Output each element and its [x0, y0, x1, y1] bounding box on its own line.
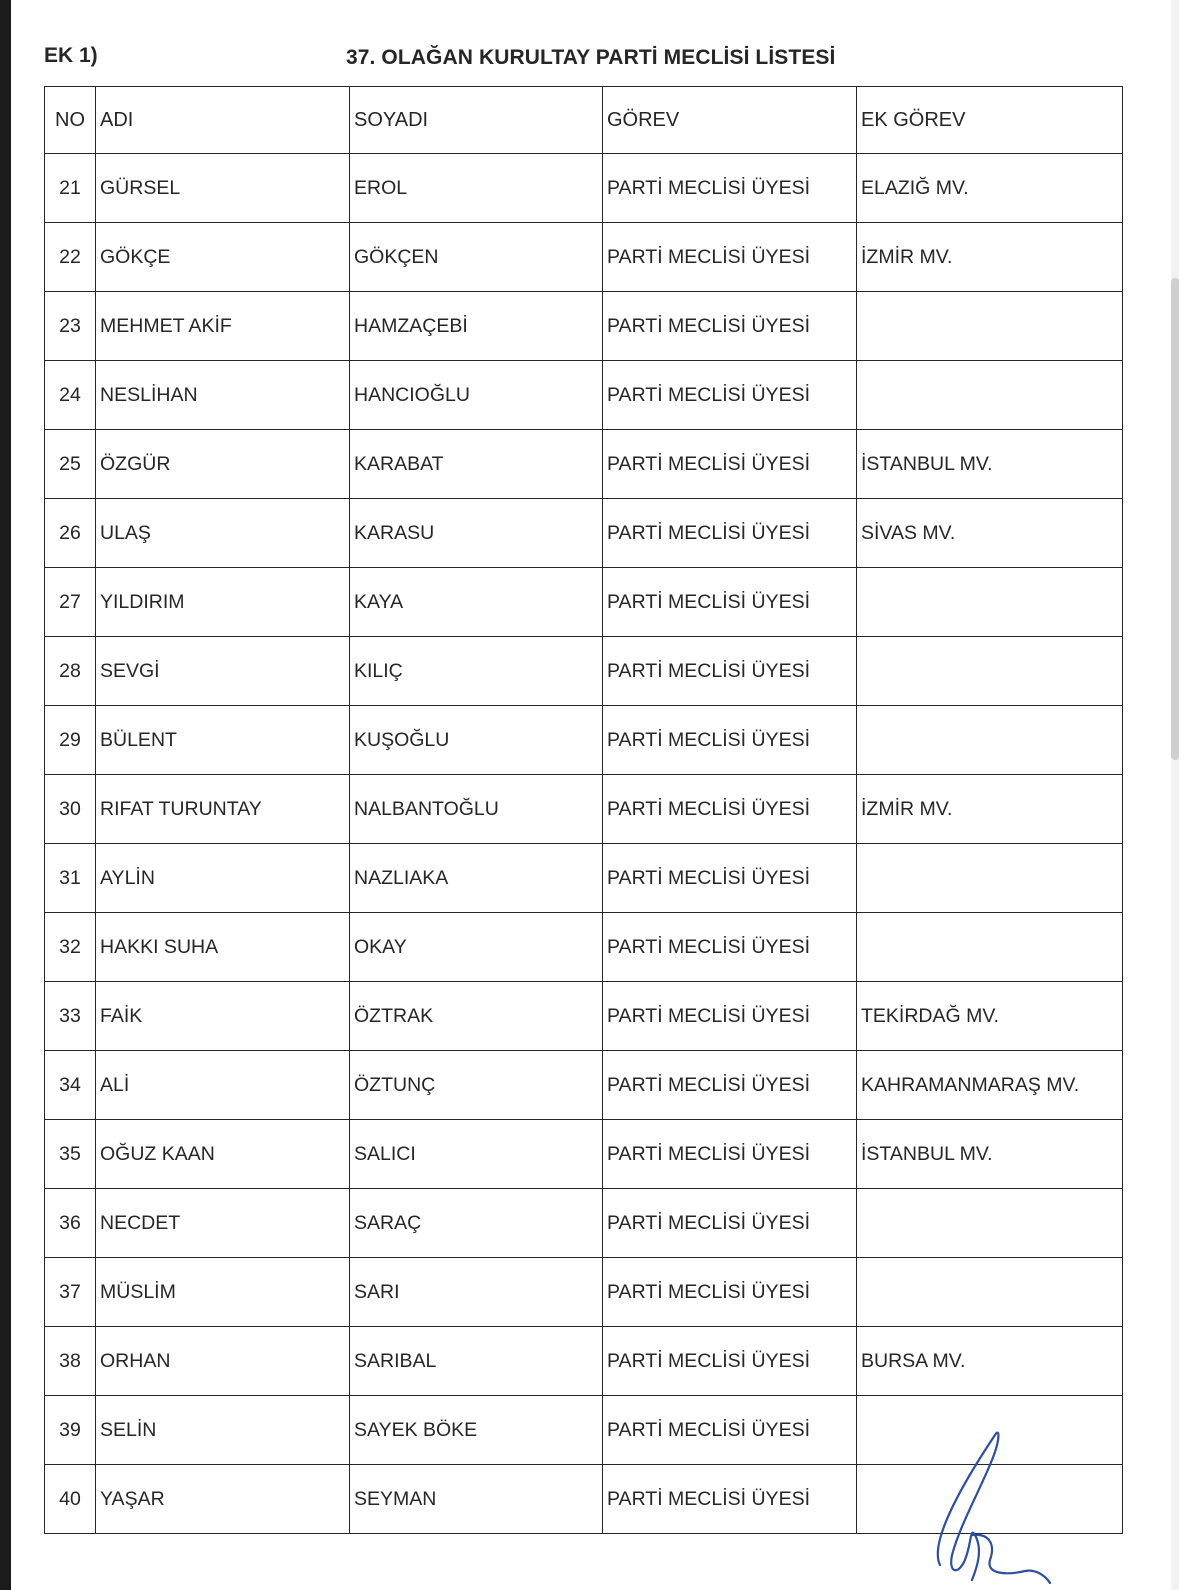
cell-gorev: PARTİ MECLİSİ ÜYESİ: [603, 223, 857, 292]
cell-gorev: PARTİ MECLİSİ ÜYESİ: [603, 499, 857, 568]
table-row: [45, 499, 1123, 568]
header-no: NO: [45, 87, 96, 154]
cell-adi: ALİ: [96, 1051, 350, 1120]
cell-soyadi: SEYMAN: [350, 1465, 603, 1534]
cell-adi: SELİN: [96, 1396, 350, 1465]
cell-ek-gorev: [857, 1258, 1123, 1327]
table-row: [45, 913, 1123, 982]
cell-adi: MÜSLİM: [96, 1258, 350, 1327]
cell-soyadi: NALBANTOĞLU: [350, 775, 603, 844]
cell-gorev: PARTİ MECLİSİ ÜYESİ: [603, 844, 857, 913]
cell-ek-gorev: [857, 1465, 1123, 1534]
table-row: [45, 1465, 1123, 1534]
cell-ek-gorev: [857, 1189, 1123, 1258]
cell-gorev: PARTİ MECLİSİ ÜYESİ: [603, 706, 857, 775]
cell-adi: NESLİHAN: [96, 361, 350, 430]
cell-no: 35: [45, 1120, 96, 1189]
cell-no: 29: [45, 706, 96, 775]
cell-ek-gorev: [857, 913, 1123, 982]
cell-gorev: PARTİ MECLİSİ ÜYESİ: [603, 154, 857, 223]
table-row: [45, 1327, 1123, 1396]
cell-no: 34: [45, 1051, 96, 1120]
header-soyadi: SOYADI: [350, 87, 603, 154]
cell-gorev: PARTİ MECLİSİ ÜYESİ: [603, 430, 857, 499]
cell-ek-gorev: KAHRAMANMARAŞ MV.: [857, 1051, 1123, 1120]
cell-adi: YILDIRIM: [96, 568, 350, 637]
table-row: [45, 1120, 1123, 1189]
table-row: [45, 1396, 1123, 1465]
cell-ek-gorev: İSTANBUL MV.: [857, 1120, 1123, 1189]
scrollbar-track[interactable]: [1171, 0, 1179, 1590]
table-row: [45, 568, 1123, 637]
cell-soyadi: HAMZAÇEBİ: [350, 292, 603, 361]
cell-ek-gorev: [857, 292, 1123, 361]
cell-soyadi: SARI: [350, 1258, 603, 1327]
table-row: [45, 1051, 1123, 1120]
cell-no: 37: [45, 1258, 96, 1327]
table-row: [45, 292, 1123, 361]
header-gorev: GÖREV: [603, 87, 857, 154]
cell-soyadi: KUŞOĞLU: [350, 706, 603, 775]
cell-no: 21: [45, 154, 96, 223]
cell-soyadi: EROL: [350, 154, 603, 223]
table-row: [45, 982, 1123, 1051]
header-ek-gorev: EK GÖREV: [857, 87, 1123, 154]
cell-no: 33: [45, 982, 96, 1051]
cell-no: 39: [45, 1396, 96, 1465]
cell-soyadi: KARASU: [350, 499, 603, 568]
cell-ek-gorev: [857, 1396, 1123, 1465]
cell-gorev: PARTİ MECLİSİ ÜYESİ: [603, 637, 857, 706]
page-edge: [0, 0, 11, 1590]
cell-no: 25: [45, 430, 96, 499]
cell-adi: NECDET: [96, 1189, 350, 1258]
cell-gorev: PARTİ MECLİSİ ÜYESİ: [603, 1465, 857, 1534]
party-council-table: [44, 86, 1123, 1534]
cell-ek-gorev: İSTANBUL MV.: [857, 430, 1123, 499]
cell-no: 24: [45, 361, 96, 430]
cell-adi: OĞUZ KAAN: [96, 1120, 350, 1189]
cell-ek-gorev: [857, 844, 1123, 913]
cell-ek-gorev: SİVAS MV.: [857, 499, 1123, 568]
cell-adi: ULAŞ: [96, 499, 350, 568]
cell-no: 30: [45, 775, 96, 844]
table-header-row: [45, 87, 1123, 154]
cell-soyadi: KILIÇ: [350, 637, 603, 706]
table-row: [45, 775, 1123, 844]
cell-gorev: PARTİ MECLİSİ ÜYESİ: [603, 1051, 857, 1120]
cell-soyadi: SARIBAL: [350, 1327, 603, 1396]
table-row: [45, 637, 1123, 706]
cell-no: 22: [45, 223, 96, 292]
cell-ek-gorev: ELAZIĞ MV.: [857, 154, 1123, 223]
cell-gorev: PARTİ MECLİSİ ÜYESİ: [603, 1120, 857, 1189]
cell-adi: GÖKÇE: [96, 223, 350, 292]
cell-adi: ÖZGÜR: [96, 430, 350, 499]
table-row: [45, 430, 1123, 499]
table-row: [45, 1189, 1123, 1258]
cell-soyadi: KARABAT: [350, 430, 603, 499]
cell-gorev: PARTİ MECLİSİ ÜYESİ: [603, 1189, 857, 1258]
cell-gorev: PARTİ MECLİSİ ÜYESİ: [603, 1258, 857, 1327]
cell-ek-gorev: [857, 568, 1123, 637]
cell-adi: AYLİN: [96, 844, 350, 913]
cell-no: 26: [45, 499, 96, 568]
cell-ek-gorev: İZMİR MV.: [857, 223, 1123, 292]
cell-ek-gorev: İZMİR MV.: [857, 775, 1123, 844]
cell-soyadi: KAYA: [350, 568, 603, 637]
header-adi: ADI: [96, 87, 350, 154]
cell-ek-gorev: [857, 637, 1123, 706]
scrollbar-thumb[interactable]: [1171, 278, 1179, 760]
cell-gorev: PARTİ MECLİSİ ÜYESİ: [603, 1327, 857, 1396]
cell-no: 40: [45, 1465, 96, 1534]
cell-gorev: PARTİ MECLİSİ ÜYESİ: [603, 913, 857, 982]
cell-adi: GÜRSEL: [96, 154, 350, 223]
cell-no: 38: [45, 1327, 96, 1396]
table-row: [45, 223, 1123, 292]
table-row: [45, 1258, 1123, 1327]
cell-no: 23: [45, 292, 96, 361]
cell-gorev: PARTİ MECLİSİ ÜYESİ: [603, 775, 857, 844]
cell-no: 32: [45, 913, 96, 982]
cell-soyadi: SAYEK BÖKE: [350, 1396, 603, 1465]
cell-ek-gorev: TEKİRDAĞ MV.: [857, 982, 1123, 1051]
annex-label: EK 1): [44, 44, 98, 67]
cell-ek-gorev: BURSA MV.: [857, 1327, 1123, 1396]
cell-adi: SEVGİ: [96, 637, 350, 706]
cell-no: 31: [45, 844, 96, 913]
cell-gorev: PARTİ MECLİSİ ÜYESİ: [603, 568, 857, 637]
table-row: [45, 361, 1123, 430]
cell-ek-gorev: [857, 706, 1123, 775]
cell-soyadi: SARAÇ: [350, 1189, 603, 1258]
cell-adi: YAŞAR: [96, 1465, 350, 1534]
cell-adi: ORHAN: [96, 1327, 350, 1396]
cell-no: 36: [45, 1189, 96, 1258]
cell-soyadi: OKAY: [350, 913, 603, 982]
cell-soyadi: SALICI: [350, 1120, 603, 1189]
cell-gorev: PARTİ MECLİSİ ÜYESİ: [603, 1396, 857, 1465]
cell-soyadi: ÖZTUNÇ: [350, 1051, 603, 1120]
cell-adi: FAİK: [96, 982, 350, 1051]
cell-soyadi: HANCIOĞLU: [350, 361, 603, 430]
cell-soyadi: ÖZTRAK: [350, 982, 603, 1051]
cell-adi: MEHMET AKİF: [96, 292, 350, 361]
cell-soyadi: GÖKÇEN: [350, 223, 603, 292]
cell-adi: RIFAT TURUNTAY: [96, 775, 350, 844]
cell-adi: HAKKI SUHA: [96, 913, 350, 982]
table-row: [45, 706, 1123, 775]
table-row: [45, 844, 1123, 913]
cell-gorev: PARTİ MECLİSİ ÜYESİ: [603, 292, 857, 361]
table-row: [45, 154, 1123, 223]
document-title: 37. OLAĞAN KURULTAY PARTİ MECLİSİ LİSTESİ: [346, 46, 836, 69]
cell-gorev: PARTİ MECLİSİ ÜYESİ: [603, 982, 857, 1051]
cell-gorev: PARTİ MECLİSİ ÜYESİ: [603, 361, 857, 430]
cell-no: 27: [45, 568, 96, 637]
cell-soyadi: NAZLIAKA: [350, 844, 603, 913]
cell-ek-gorev: [857, 361, 1123, 430]
cell-adi: BÜLENT: [96, 706, 350, 775]
cell-no: 28: [45, 637, 96, 706]
